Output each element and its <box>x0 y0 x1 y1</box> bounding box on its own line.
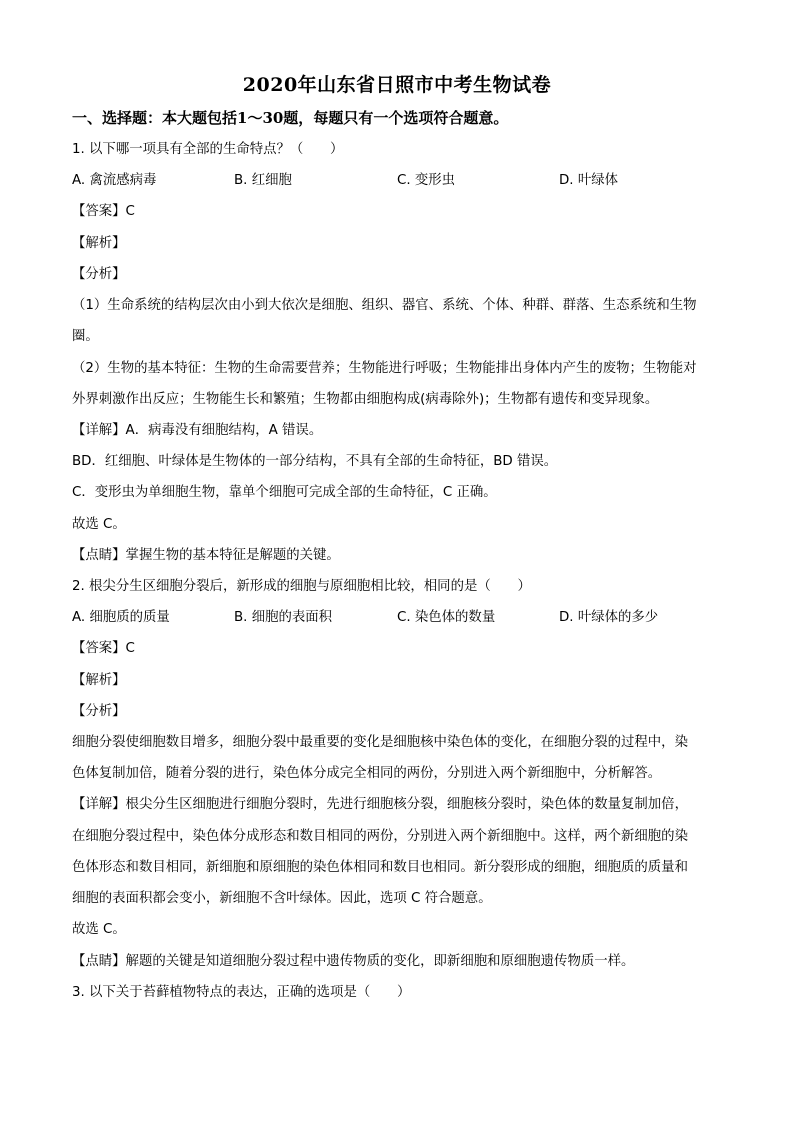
q2-xiangjie-line1: 【详解】根尖分生区细胞进行细胞分裂时，先进行细胞核分裂，细胞核分裂时，染色体的数量复制加倍， <box>72 797 688 812</box>
q2-xiangjie-line4: 细胞的表面积都会变小，新细胞不含叶绿体。因此，选项 C 符合题意。 <box>72 891 492 906</box>
q2-answer: 【答案】C <box>72 641 135 656</box>
q1-jiexi-label: 【解析】 <box>72 236 126 251</box>
q1-stem: 1. 以下哪一项具有全部的生命特点？（ ） <box>72 142 344 157</box>
q2-option-a: A. 细胞质的质量 <box>72 610 170 625</box>
q1-option-a: A. 禽流感病毒 <box>72 173 157 188</box>
q2-fenxi-line2: 色体复制加倍，随着分裂的进行，染色体分成完全相同的两份，分别进入两个新细胞中，分析解答。 <box>72 766 662 781</box>
q1-answer: 【答案】C <box>72 204 135 219</box>
q1-conclusion: 故选 C。 <box>72 517 126 532</box>
q1-fenxi-point2-line2: 外界刺激作出反应；生物能生长和繁殖；生物都由细胞构成(病毒除外)；生物都有遗传和变异现象。 <box>72 392 659 407</box>
q3-stem: 3. 以下关于苔藓植物特点的表达，正确的选项是（ ） <box>72 985 411 1000</box>
q2-xiangjie-line3: 色体形态和数目相同，新细胞和原细胞的染色体相同和数目也相同。新分裂形成的细胞，细胞质的质量和 <box>72 860 688 875</box>
q1-fenxi-point2-line1: （2）生物的基本特征：生物的生命需要营养；生物能进行呼吸；生物能排出身体内产生的废物；生物能对 <box>72 361 697 376</box>
q2-conclusion: 故选 C。 <box>72 922 126 937</box>
q2-fenxi-line1: 细胞分裂使细胞数目增多，细胞分裂中最重要的变化是细胞核中染色体的变化，在细胞分裂的过程中，染 <box>72 735 688 750</box>
q2-option-c: C. 染色体的数量 <box>397 610 496 625</box>
q2-xiangjie-line2: 在细胞分裂过程中，染色体分成形态和数目相同的两份，分别进入两个新细胞中。这样，两个新细胞的染 <box>72 829 688 844</box>
q1-dianjing: 【点睛】掌握生物的基本特征是解题的关键。 <box>72 548 340 563</box>
q2-dianjing: 【点睛】解题的关键是知道细胞分裂过程中遗传物质的变化，即新细胞和原细胞遗传物质一样。 <box>72 954 635 969</box>
q2-option-d: D. 叶绿体的多少 <box>559 610 659 625</box>
q2-jiexi-label: 【解析】 <box>72 673 126 688</box>
q1-option-c: C. 变形虫 <box>397 173 456 188</box>
q1-xiangjie-a: 【详解】A．病毒没有细胞结构，A 错误。 <box>72 423 323 438</box>
q1-fenxi-point1-line2: 圈。 <box>72 329 99 344</box>
q2-fenxi-label: 【分析】 <box>72 704 126 719</box>
q2-option-b: B. 细胞的表面积 <box>234 610 333 625</box>
q1-option-b: B. 红细胞 <box>234 173 292 188</box>
document-title: 2020年山东省日照市中考生物试卷 <box>242 74 552 96</box>
q1-xiangjie-bd: BD．红细胞、叶绿体是生物体的一部分结构，不具有全部的生命特征，BD 错误。 <box>72 454 558 469</box>
q1-fenxi-point1-line1: （1）生命系统的结构层次由小到大依次是细胞、组织、器官、系统、个体、种群、群落、生态系统和生物 <box>72 298 697 313</box>
q1-fenxi-label: 【分析】 <box>72 267 126 282</box>
section-heading: 一、选择题：本大题包括1～30题，每题只有一个选项符合题意。 <box>72 109 509 127</box>
q1-xiangjie-c: C．变形虫为单细胞生物，靠单个细胞可完成全部的生命特征，C 正确。 <box>72 485 497 500</box>
q1-option-d: D. 叶绿体 <box>559 173 618 188</box>
q2-stem: 2. 根尖分生区细胞分裂后，新形成的细胞与原细胞相比较，相同的是（ ） <box>72 579 531 594</box>
